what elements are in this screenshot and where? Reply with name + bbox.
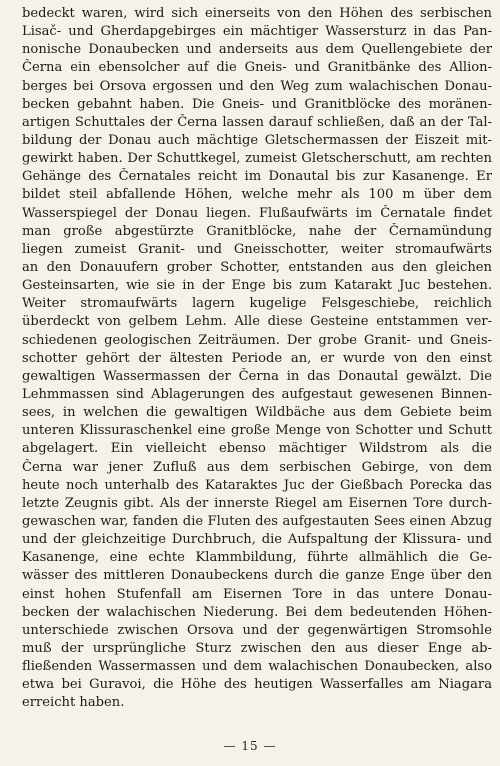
text-line: abgelagert. Ein vielleicht ebenso mächtiger Wildstrom als die (22, 441, 492, 457)
text-line: Černa ein ebensolcher auf die Gneis- und Granitbänke des Allion- (22, 60, 492, 76)
text-line: Lehmmassen sind Ablagerungen des aufgestaut gewesenen Binnen- (22, 386, 492, 402)
text-line: berges bei Orsova ergossen und den Weg zum walachischen Donau- (22, 78, 492, 94)
text-line: wässer des mittleren Donaubeckens durch die ganze Enge über den (22, 568, 492, 584)
text-line: sees, in welchen die gewaltigen Wildbäche aus dem Gebiete beim (22, 405, 492, 421)
text-line: unteren Klissuraschenkel eine große Menge von Schotter und Schutt (22, 423, 492, 439)
text-line: Gesteinsarten, wie sie in der Enge bis zum Katarakt Juc bestehen. (22, 278, 492, 294)
text-line: etwa bei Guravoi, die Höhe des heutigen Wasserfalles am Niagara (22, 677, 492, 693)
text-line: Lisač- und Gherdapgebirges ein mächtiger Wassersturz in das Pan- (22, 24, 492, 40)
text-line: Weiter stromaufwärts lagern kugelige Felsgeschiebe, reichlich (22, 296, 492, 312)
text-line: Wasserspiegel der Donau liegen. Flußaufwärts im Černatale findet (22, 205, 492, 221)
text-line-last: erreicht haben. (22, 695, 125, 711)
text-line: überdeckt von gelbem Lehm. Alle diese Gesteine entstammen ver- (22, 314, 492, 330)
text-line: man große abgestürzte Granitblöcke, nahe der Černamündung (22, 223, 492, 239)
text-line: Kasanenge, eine echte Klammbildung, führte allmählich die Ge- (22, 550, 492, 566)
text-line: gewaschen war, fanden die Fluten des aufgestauten Sees einen Abzug (22, 513, 492, 529)
text-line: letzte Zeugnis gibt. Als der innerste Riegel am Eisernen Tore durch- (22, 495, 492, 511)
text-line: fließenden Wassermassen und dem walachischen Donaubecken, also (22, 659, 492, 675)
text-line: und der gleichzeitige Durchbruch, die Aufspaltung der Klissura- und (22, 532, 492, 548)
text-line: nonische Donaubecken und anderseits aus dem Quellengebiete der (22, 42, 492, 58)
page-number: — 15 — (223, 739, 277, 753)
text-line: artigen Schuttales der Černa lassen darauf schließen, daß an der Tal- (22, 114, 492, 130)
text-line: becken der walachischen Niederung. Bei dem bedeutenden Höhen- (22, 604, 492, 620)
text-line: einst hohen Stufenfall am Eisernen Tore in das untere Donau- (22, 586, 492, 602)
text-line: becken gebahnt haben. Die Gneis- und Granitblöcke des moränen- (22, 96, 492, 112)
text-line: heute noch unterhalb des Kataraktes Juc der Gießbach Porecka das (22, 477, 492, 493)
text-line: gewirkt haben. Der Schuttkegel, zumeist Gletscherschutt, am rechten (22, 151, 492, 167)
body-paragraph (22, 5, 492, 712)
text-line: bedeckt waren, wird sich einerseits von den Höhen des serbischen (22, 6, 492, 21)
text-line: Gehänge des Černatales reicht im Donautal bis zur Kasanenge. Er (22, 169, 492, 185)
text-line: schiedenen geologischen Zeiträumen. Der grobe Granit- und Gneis- (22, 332, 492, 348)
text-line: an den Donauufern grober Schotter, entstanden aus den gleichen (22, 259, 492, 275)
text-line: Černa war jener Zufluß aus dem serbischen Gebirge, von dem (22, 459, 492, 475)
text-line: bildung der Donau auch mächtige Gletschermassen der Eiszeit mit- (22, 132, 492, 148)
text-line: unterschiede zwischen Orsova und der gegenwärtigen Stromsohle (22, 622, 492, 638)
text-line: muß der ursprüngliche Sturz zwischen den aus dieser Enge ab- (22, 640, 492, 656)
text-line: gewaltigen Wassermassen der Černa in das Donautal gewälzt. Die (22, 368, 492, 384)
text-line: liegen zumeist Granit- und Gneisschotter, weiter stromaufwärts (22, 241, 492, 257)
text-line: schotter gehört der ältesten Periode an, er wurde von den einst (22, 350, 492, 366)
text-line: bildet steil abfallende Höhen, welche mehr als 100 m über dem (22, 187, 492, 203)
